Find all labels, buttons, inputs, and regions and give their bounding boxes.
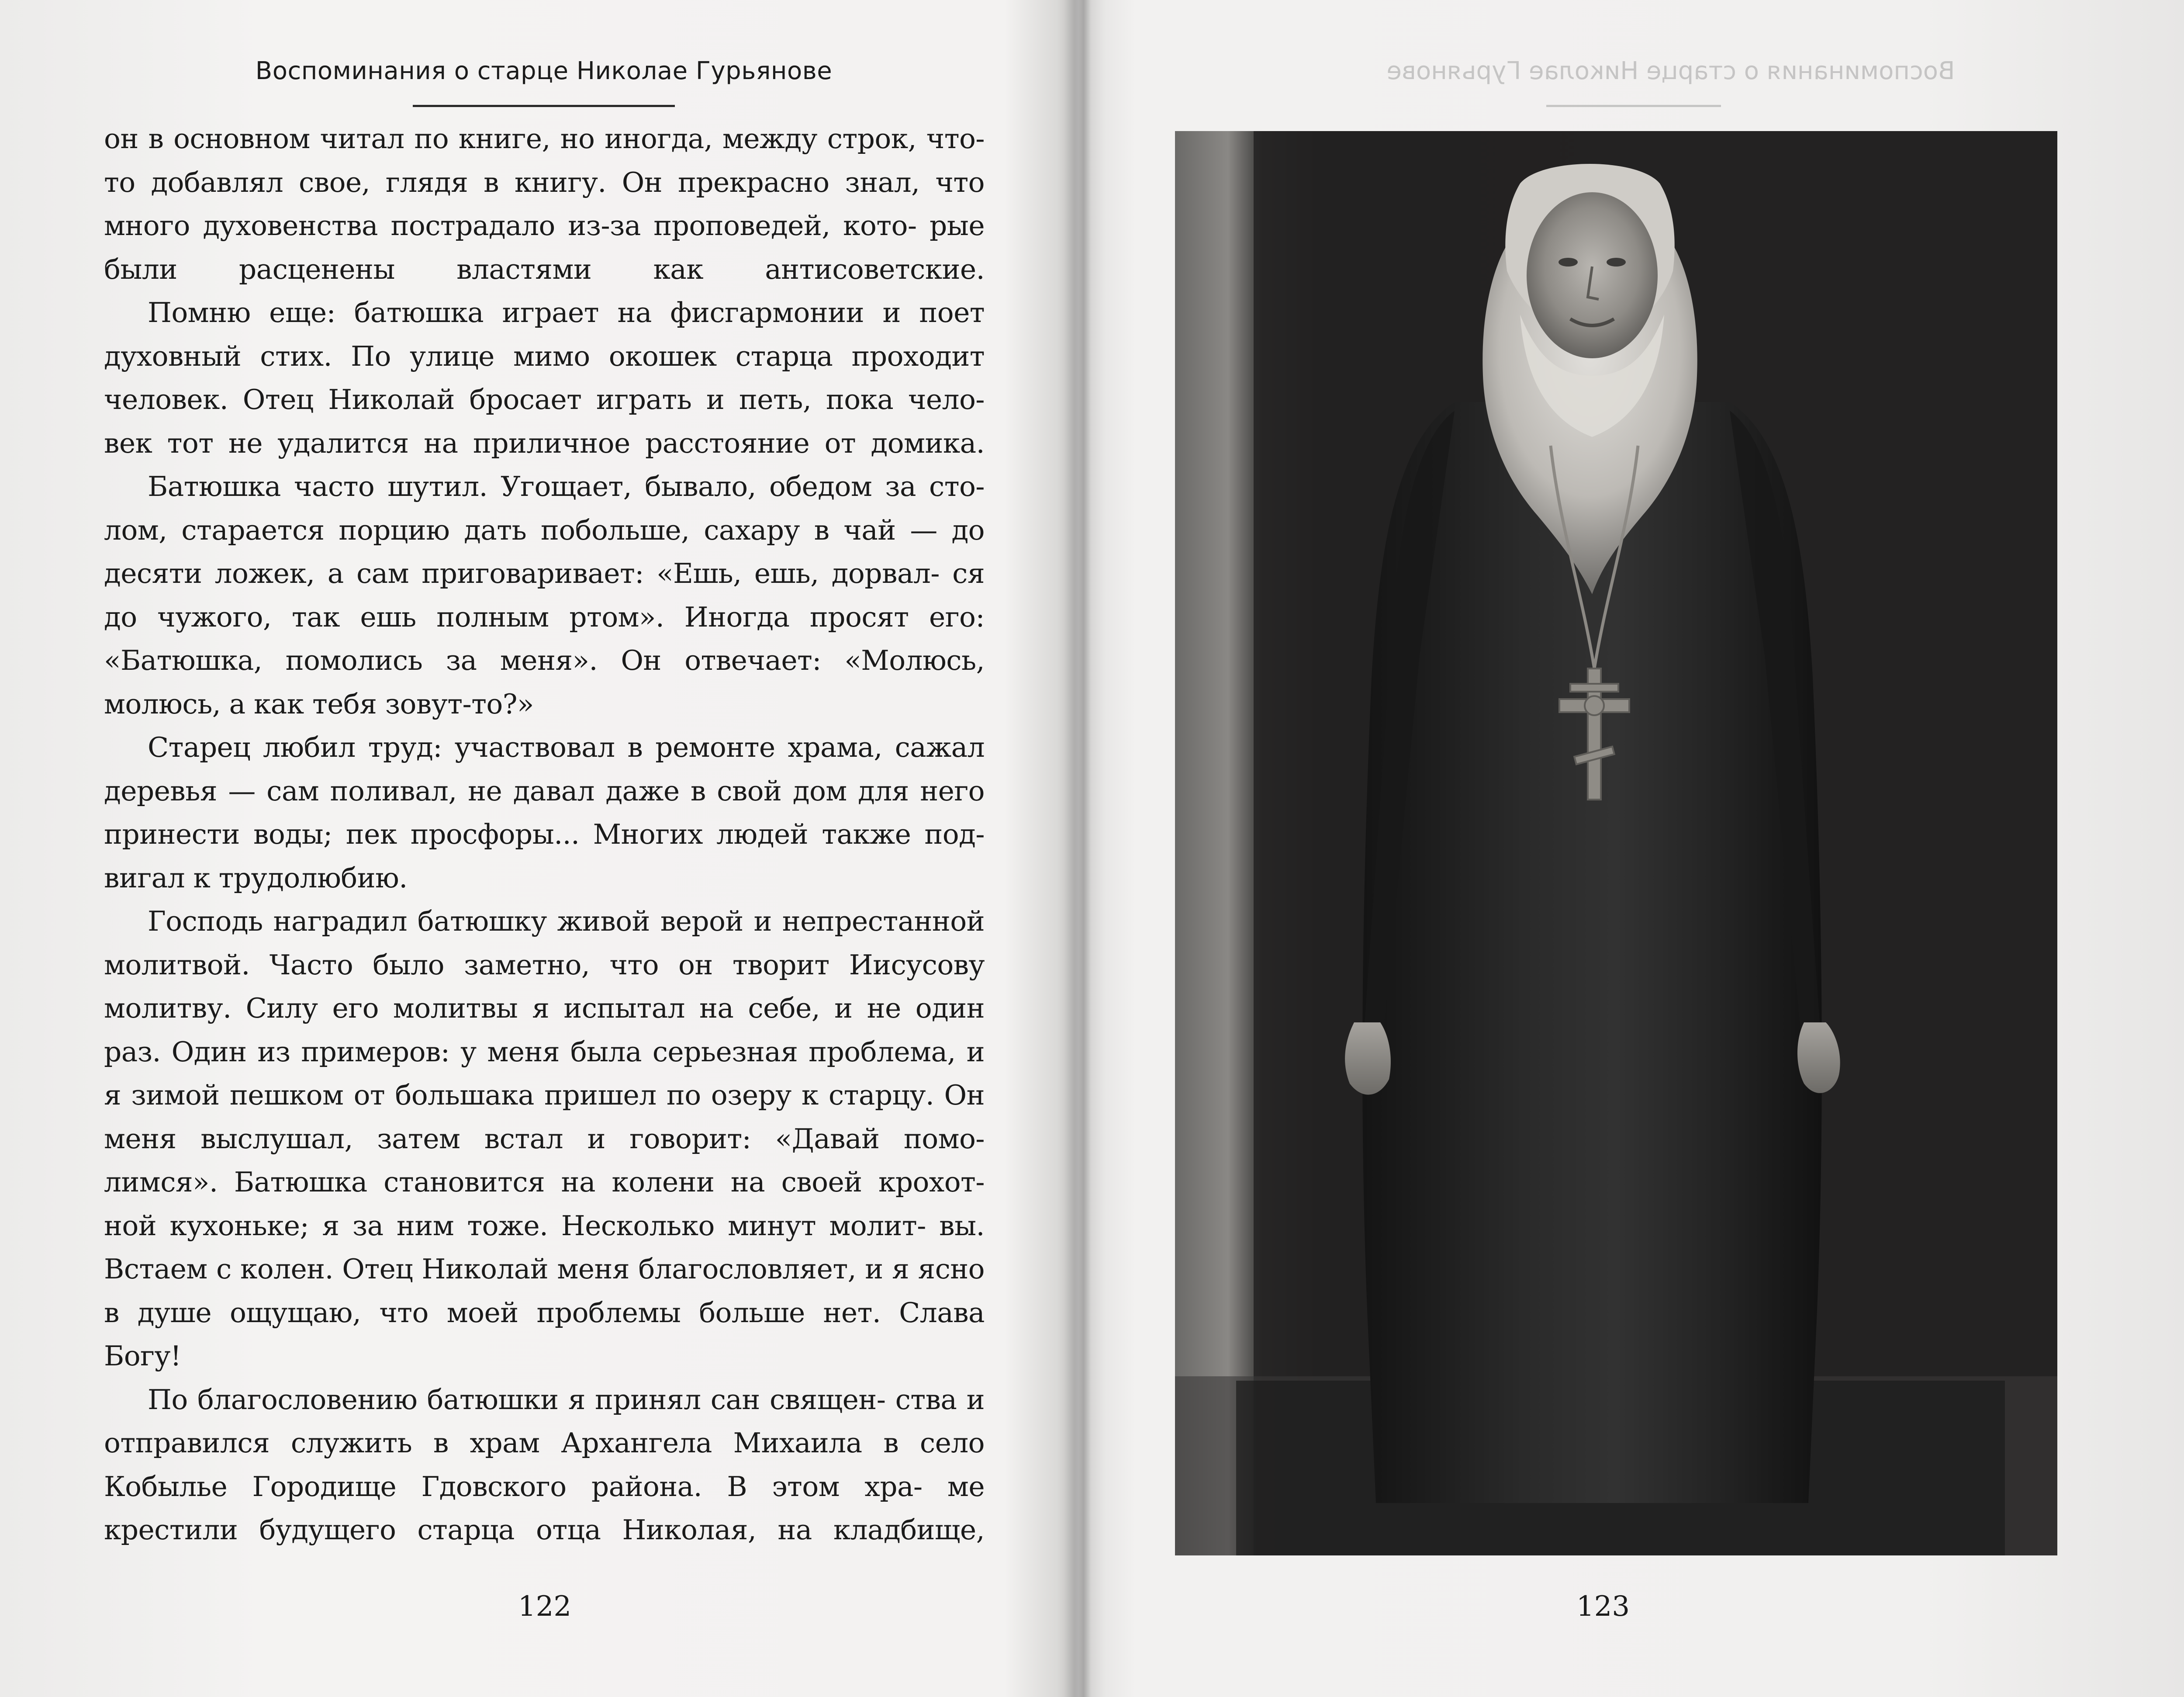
paragraph-3: Батюшка часто шутил. Угощает, бывало, обедом за сто- лом, старается порцию дать побольше, сахару в чай — до десяти ложек, а сам приговаривает: «Ешь, ешь, дорвал- ся до чужого, так ешь полным ртом». Иногда просят его: «Батюшка, помолись за меня». Он отвечает: «Молюсь, молюсь, а как тебя зовут-то?» — [104, 471, 985, 720]
elder-photograph — [1175, 131, 2057, 1555]
paragraph-5: Господь наградил батюшку живой верой и непрестанной молитвой. Часто было заметно, что он творит Иисусову молитву. Силу его молитвы я испытал на себе, и не один раз. Один из примеров: у меня была серьезная проблема, и я зимой пешком от большака пришел по озеру к старцу. Он меня выслушал, затем встал и говорит: «Давай помо- лимся». Батюшка становится на колени на своей крохот- ной кухоньке; я за ним тоже. Несколько минут молит- вы. Встаем с колен. Отец Николай меня благословляет, и я ясно в душе ощущаю, что моей проблемы больше нет. Слава Богу! — [104, 905, 985, 1372]
page-number-right: 123 — [1576, 1590, 1630, 1623]
right-eye — [1607, 258, 1626, 267]
running-head-rule — [413, 105, 675, 107]
left-page — [0, 0, 1066, 1697]
paragraph-2: Помню еще: батюшка играет на фисгармонии и поет духовный стих. По улице мимо окошек старца проходит человек. Отец Николай бросает играть и петь, пока чело- век тот не удалится на приличное расстояние от домика. — [104, 297, 985, 459]
body-text — [104, 117, 985, 1552]
running-head: Воспоминания о старце Николае Гурьянове — [255, 57, 833, 85]
photo-illustration — [1175, 131, 2057, 1555]
paragraph-6: По благословению батюшки я принял сан священ- ства и отправился служить в храм Архангела Михаила в село Кобылье Городище Гдовского района. В этом хра- ме крестили будущего старца отца Николая, на кладбище, — [104, 1383, 985, 1546]
show-through-running-head: Воспоминания о старце Николае Гурьянове — [1386, 57, 1955, 85]
paragraph-4: Старец любил труд: участвовал в ремонте храма, сажал деревья — сам поливал, не давал даже в свой дом для него принести воды; пек просфоры... Многих людей также под- вигал к трудолюбию. — [104, 731, 985, 894]
paragraph-1: он в основном читал по книге, но иногда, между строк, что-то добавлял свое, глядя в книгу. Он прекрасно знал, что много духовенства пострадало из-за проповедей, кото- рые были расценены властями как антисоветские. — [104, 123, 985, 285]
show-through-rule — [1546, 105, 1721, 107]
page-number-left: 122 — [518, 1590, 572, 1623]
left-hand — [1345, 1022, 1391, 1094]
left-eye — [1559, 258, 1578, 267]
